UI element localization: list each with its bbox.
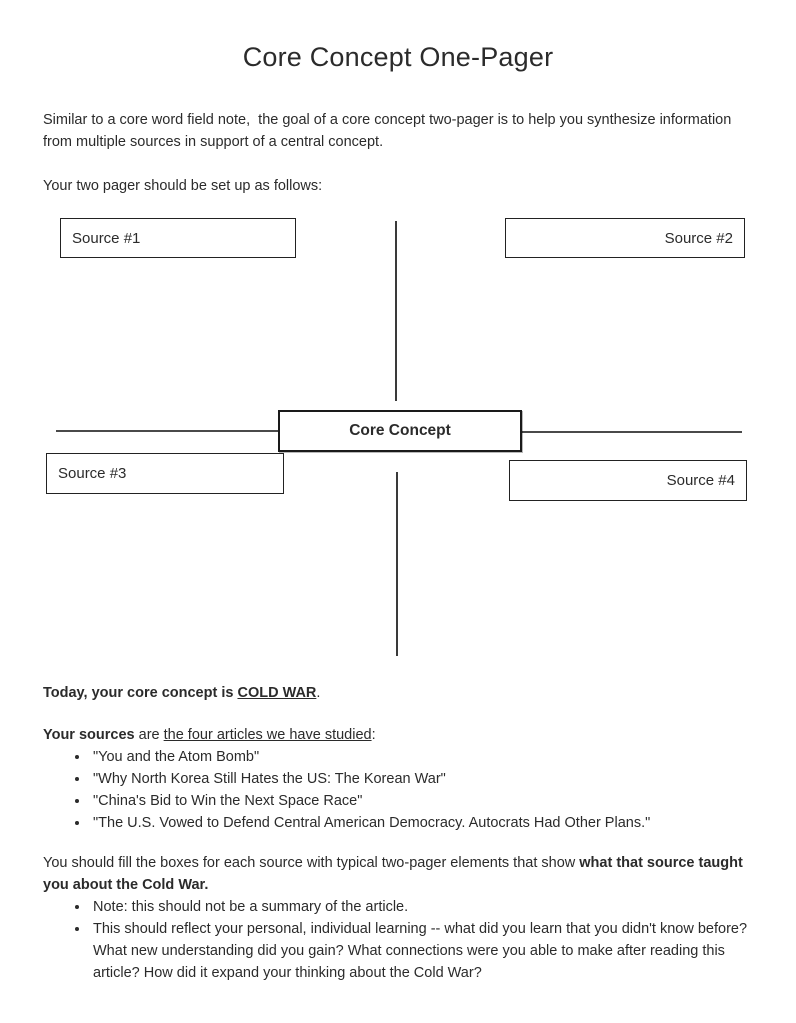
article-item: • "Why North Korea Still Hates the US: The Korean War": [90, 768, 753, 790]
fill-bold: what that source taught you about the Cold War.: [43, 855, 743, 893]
divider-line-vertical-bottom: [396, 472, 398, 656]
core-concept-value: COLD WAR: [237, 685, 317, 701]
sources-line: [43, 724, 753, 746]
article-item: • "China's Bid to Win the Next Space Race": [90, 790, 753, 812]
today-suffix: .: [316, 685, 321, 701]
document-content: [0, 42, 796, 984]
source-3-label: Source #3: [58, 465, 127, 482]
source-1-box: [60, 218, 296, 258]
source-4-label: Source #4: [666, 472, 735, 489]
sources-underlined: the four articles we have studied: [163, 727, 372, 743]
article-list: [43, 746, 753, 834]
source-3-box: [46, 453, 284, 494]
fill-instruction: [43, 852, 753, 896]
core-concept-box: [278, 410, 522, 452]
source-1-label: Source #1: [72, 229, 141, 247]
fill-prefix: You should fill the boxes for each source with typical two-pager elements that show: [43, 855, 580, 871]
divider-line-horizontal-left: [56, 430, 278, 432]
sources-bold: Your sources: [43, 727, 135, 743]
source-2-box: [505, 218, 745, 258]
divider-line-vertical-top: [395, 221, 397, 401]
setup-instruction: Your two pager should be set up as follows:: [43, 178, 323, 194]
notes-list: [43, 896, 753, 984]
article-item: • "You and the Atom Bomb": [90, 746, 753, 768]
intro-paragraph: Similar to a core word field note, the goal of a core concept two-pager is to help you synthesize information from multiple sources in support of a central concept.: [43, 112, 736, 150]
article-item: • "The U.S. Vowed to Defend Central American Democracy. Autocrats Had Other Plans.": [90, 812, 753, 834]
note-item: • This should reflect your personal, individual learning -- what did you learn that you didn't know before? What new understanding did you gain? What connections were you able to make after reading this article? How did it expand your thinking about the Cold War?: [90, 918, 753, 984]
today-concept-line: [43, 682, 753, 704]
divider-line-horizontal-right: [522, 431, 742, 433]
sources-suffix: :: [371, 727, 376, 743]
sources-mid: are: [134, 727, 164, 743]
two-pager-layout-diagram: [0, 204, 796, 656]
page-title: Core Concept One-Pager: [242, 42, 554, 72]
source-4-box: [509, 460, 747, 501]
note-item: • Note: this should not be a summary of the article.: [90, 896, 753, 918]
source-2-label: Source #2: [664, 229, 733, 247]
today-prefix: Today, your core concept is: [43, 685, 238, 701]
core-concept-label: Core Concept: [349, 422, 451, 439]
